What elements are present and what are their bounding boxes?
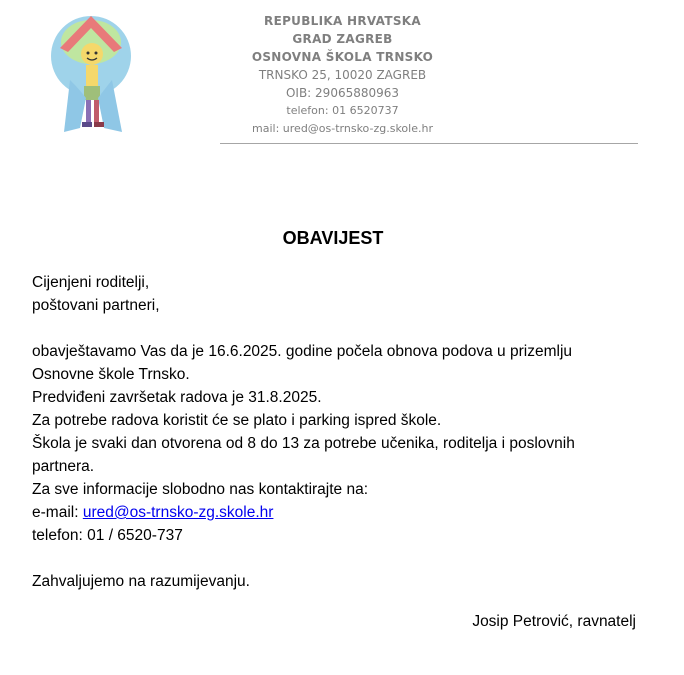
school-letterhead — [230, 12, 455, 138]
thanks-line: Zahvaljujemo na razumijevanju. — [32, 573, 250, 590]
body-line: Za sve informacije slobodno nas kontaktirajte na: — [32, 481, 369, 498]
body-line: Predviđeni završetak radova je 31.8.2025. — [32, 389, 322, 406]
header-phone: telefon: 01 6520737 — [286, 104, 399, 117]
header-divider — [220, 143, 638, 144]
body-line: Za potrebe radova koristit će se plato i parking ispred škole. — [32, 412, 442, 429]
document-body — [32, 271, 652, 593]
header-oib: OIB: 29065880963 — [285, 86, 400, 100]
document-title: OBAVIJEST — [282, 228, 384, 248]
header-mail: mail: ured@os-trnsko-zg.skole.hr — [252, 122, 433, 135]
header-line-1: REPUBLIKA HRVATSKA — [264, 14, 421, 28]
greeting-line: Cijenjeni roditelji, — [32, 274, 150, 291]
body-line: Osnovne škole Trnsko. — [32, 366, 190, 383]
school-logo — [50, 8, 132, 134]
greeting-line: poštovani partneri, — [32, 297, 160, 314]
body-line: partnera. — [32, 458, 95, 475]
body-line: obavještavamo Vas da je 16.6.2025. godine počela obnova podova u prizemlju — [32, 343, 573, 360]
body-line: Škola je svaki dan otvorena od 8 do 13 za potrebe učenika, roditelja i poslovnih — [32, 435, 575, 452]
header-address: TRNSKO 25, 10020 ZAGREB — [258, 68, 427, 82]
email-link[interactable]: ured@os-trnsko-zg.skole.hr — [82, 504, 274, 521]
email-label: e-mail: — [32, 504, 83, 521]
email-line — [32, 501, 652, 524]
signature: Josip Petrović, ravnatelj — [472, 613, 636, 630]
phone-line: telefon: 01 / 6520-737 — [32, 527, 183, 544]
header-line-3: OSNOVNA ŠKOLA TRNSKO — [251, 50, 434, 64]
header-line-2: GRAD ZAGREB — [292, 32, 393, 46]
